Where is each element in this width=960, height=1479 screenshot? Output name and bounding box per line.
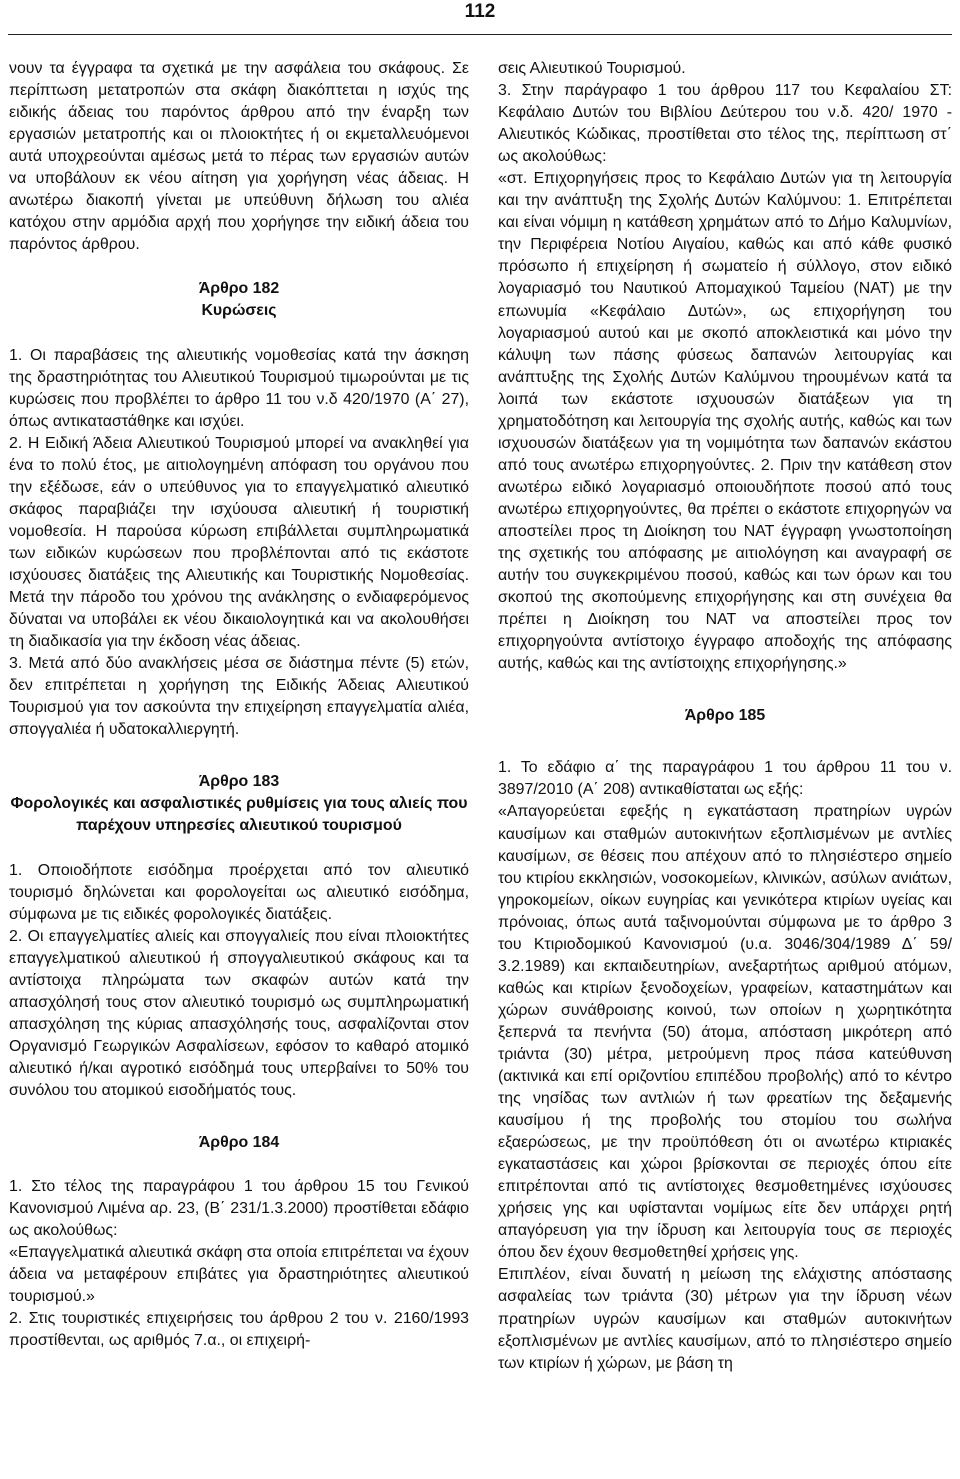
- article-182-title: Άρθρο 182: [198, 280, 280, 298]
- article-185-title: Άρθρο 185: [684, 707, 766, 725]
- article-183-paragraph-1: 1. Οποιοδήποτε εισόδημα προέρχεται από τον αλιευτικό τουρισμό δηλώνεται και φορολογείται ως αλιευτικό εισόδημα, σύμφωνα με τις ειδικές φορολογικές διατάξεις.: [9, 861, 469, 923]
- article-185-paragraph-2: Επιπλέον, είναι δυνατή η μείωση της ελάχιστης απόστασης ασφαλείας των τριάντα (30) μέτρων για την ίδρυση νέων πρατηρίων υγρών καυσίμων και σταθμών αυτοκινήτων εξοπλισμένων με αντλίες καυσίμων, από το πλησιέστερο σημείο των κτιρίων ή χώρων, με βάση τη: [498, 1266, 952, 1372]
- header-divider: [8, 34, 952, 35]
- paragraph-continuation: σεις Αλιευτικού Τουρισμού.: [498, 60, 686, 77]
- article-184-paragraph-3-quote: «στ. Επιχορηγήσεις προς το Κεφάλαιο Δυτών για τη λειτουργία και την ανάπτυξη της Σχολής Δυτών Καλύμνου: 1. Επιτρέπεται και είναι νόμιμη η κατάθεση χρημάτων από το Δήμο Καλυμνίων, την Περιφέρεια Νοτίου Αιγαίου, καθώς και από κάθε φυσικό πρόσωπο ή επιχείρηση ή σωματείο ή σύλλογο, στον ειδικό λογαριασμό του Ναυτικού Απομαχικού Ταμείου (ΝΑΤ) με την επωνυμία «Κεφάλαιο Δυτών», ως επιχορήγηση του λογαριασμού αυτού και με σκοπό αποκλειστικά και μόνο την κάλυψη των πάσης φύσεως δαπανών λειτουργίας και ανάπτυξης της Σχολής Δυτών Καλύμνου τηρουμένων κατά τα λοιπά των εκάστοτε ισχυουσών διατάξεων για τη χρηματοδότηση και λειτουργία της σχολής αυτής, καθώς και των ισχυουσών διατάξεων για τη νομιμότητα των δαπανών εκάστου από τους ανωτέρω επιχορηγούντες. 2. Πριν την κατάθεση στον ανωτέρω ειδικό λογαριασμό οποιουδήποτε ποσού από τους ανωτέρω επιχορηγούντες, θα πρέπει ο εκάστοτε επιχορηγών να αποστείλει προς τη Διοίκηση του ΝΑΤ έγγραφη γνωστοποίηση της σχετικής του απόφασης με αιτιολόγηση και αναγραφή σε αυτήν του συγκεκριμένου ποσού, καθώς και των όρων και του σκοπού της σκοπούμενης επιχορήγησης και στη συνέχεια θα πρέπει η Διοίκηση του ΝΑΤ να αποστείλει προς τον επιχορηγούντα αντίστοιχο έγγραφο αποδοχής της απόφασης αυτής, καθώς και της αντίστοιχης επιχορήγησης.»: [498, 170, 952, 673]
- article-182-subtitle: Κυρώσεις: [201, 302, 277, 320]
- article-182-paragraph-2: 2. Η Ειδική Άδεια Αλιευτικού Τουρισμού μπορεί να ανακληθεί για ένα το πολύ έτος, με αιτιολογημένη απόφαση του οργάνου που την εξέδωσε, εάν ο υπεύθυνος για το επαγγελματικό αλιευτικό σκάφος παραβιάζει την ισχύουσα αλιευτική ή τουριστική νομοθεσία. Η παρούσα κύρωση επιβάλλεται συμπληρωματικά των ειδικών κυρώσεων που προβλέπονται από τις εκάστοτε ισχύουσες διατάξεις της Αλιευτικής και Τουριστικής Νομοθεσίας. Μετά την πάροδο του χρόνου της ανάκλησης ο ενδιαφερόμενος δύναται να υποβάλει εκ νέου δικαιολογητικά και να ακολουθήσει τη διαδικασία για την έκδοση νέας άδειας.: [9, 434, 469, 651]
- page-number: 112: [464, 1, 496, 22]
- article-182-paragraph-1: 1. Οι παραβάσεις της αλιευτικής νομοθεσίας κατά την άσκηση της δραστηριότητας του Αλιευτικού Τουρισμού τιμωρούνται με τις κυρώσεις που προβλέπει το άρθρο 11 του ν.δ 420/1970 (Α΄ 27), όπως αντικαταστάθηκε και ισχύει.: [9, 346, 469, 430]
- article-183-subtitle: Φορολογικές και ασφαλιστικές ρυθμίσεις για τους αλιείς που παρέχουν υπηρεσίες αλιευτικού τουρισμού: [10, 795, 468, 835]
- page-header: [0, 0, 960, 40]
- article-184-title: Άρθρο 184: [198, 1134, 280, 1152]
- article-184-paragraph-2: 2. Στις τουριστικές επιχειρήσεις του άρθρου 2 του ν. 2160/1993 προστίθενται, ως αριθμός 7.α., οι επιχειρή-: [9, 1310, 469, 1350]
- article-184-paragraph-3: 3. Στην παράγραφο 1 του άρθρου 117 του Κεφαλαίου ΣΤ: Κεφάλαιο Δυτών του Βιβλίου Δεύτερου του ν.δ. 420/ 1970 - Αλιευτικός Κώδικας, προστίθεται στο τέλος της, περίπτωση στ΄ ως ακολούθως:: [498, 82, 952, 166]
- article-183-paragraph-2: 2. Οι επαγγελματίες αλιείς και σπογγαλιείς που είναι πλοιοκτήτες επαγγελματικού αλιευτικού ή σπογγαλιευτικού σκάφους και τα αντίστοιχα πληρώματα των σκαφών αυτών κατά την απασχόλησή τους στον αλιευτικό τουρισμό ως συμπληρωματική απασχόληση της κύριας απασχόλησής τους, ασφαλίζονται στον Οργανισμό Γεωργικών Ασφαλίσεων, εφόσον το καθαρό ατομικό αλιευτικό ή/και αγροτικό εισόδημά τους υπερβαίνει το 50% του συνόλου του ατομικού εισοδήματός τους.: [9, 927, 469, 1099]
- paragraph-intro: νουν τα έγγραφα τα σχετικά με την ασφάλεια του σκάφους. Σε περίπτωση μετατροπών στα σκάφη διακόπτεται η ισχύς της ειδικής άδειας του παρόντος άρθρου από την έναρξη των εργασιών μετατροπής και οι πλοιοκτήτες ή οι εκμεταλλευόμενοι αυτά υποχρεούνται αμέσως μετά το πέρας των εργασιών αυτών να υποβάλουν εκ νέου αίτηση για χορήγηση νέας άδειας. Η ανωτέρω διακοπή γίνεται με υπεύθυνη δήλωση του αλιέα κατόχου στην αρμόδια αρχή που χορήγησε την ειδική άδεια του παρόντος άρθρου.: [9, 60, 469, 254]
- left-column: [9, 58, 469, 1352]
- article-184-paragraph-1: 1. Στο τέλος της παραγράφου 1 του άρθρου 15 του Γενικού Κανονισμού Λιμένα αρ. 23, (Β΄ 231/1.3.2000) προστίθεται εδάφιο ως ακολούθως:: [9, 1178, 469, 1240]
- article-185-quote: «Απαγορεύεται εφεξής η εγκατάσταση πρατηρίων υγρών καυσίμων και σταθμών αυτοκινήτων εξοπλισμένων με αντλίες καυσίμων, σε θέσεις που απέχουν από το πλησιέστερο σημείο του κτιρίου εκκλησιών, νοσοκομείων, κλινικών, ασύλων ανιάτων, γηροκομείων, οίκων ευγηρίας και γενικότερα κτιρίων υγείας και πρόνοιας, όπως αυτά ταξινομούνται σύμφωνα με το άρθρο 3 του Κτιριοδομικού Κανονισμού (υ.α. 3046/304/1989 Δ΄ 59/ 3.2.1989) και εκπαιδευτηρίων, ανεξαρτήτως αριθμού ατόμων, καθώς και κτιρίων ξενοδοχείων, γραφείων, καταστημάτων και χώρων συνάθροισης κοινού, των οποίων η χωρητικότητα ξεπερνά τα πενήντα (50) άτομα, απόσταση μικρότερη από τριάντα (30) μέτρα, μετρούμενη προς πάσα κατεύθυνση (ακτινικά και επί οριζοντίου επιπέδου προβολής) από το κέντρο της νησίδας των αντλιών ή των φρεατίων της δεξαμενής καυσίμου ή της προβολής του στομίου του σωλήνα εξαερώσεως, με την προϋπόθεση ότι οι ανωτέρω κτιριακές εγκαταστάσεις και χώροι βρίσκονται σε περιοχές όπου είτε επιτρέπονται από τις αντίστοιχες θεσμοθετημένες ισχύουσες χρήσεις γης και υφίστανται νομίμως είτε δεν υπάρχει ρητή απαγόρευση για την ίδρυση και λειτουργία τους σε περιοχές όπου δεν έχουν θεσμοθετηθεί χρήσεις γης.: [498, 803, 952, 1262]
- article-185-paragraph-1: 1. Το εδάφιο α΄ της παραγράφου 1 του άρθρου 11 του ν. 3897/2010 (Α΄ 208) αντικαθίσταται ως εξής:: [498, 759, 952, 799]
- right-column: [498, 58, 952, 1375]
- article-184-quote: «Επαγγελματικά αλιευτικά σκάφη στα οποία επιτρέπεται να έχουν άδεια να μεταφέρουν επιβάτες για δραστηριότητες αλιευτικού τουρισμού.»: [9, 1244, 469, 1306]
- article-183-title: Άρθρο 183: [198, 773, 280, 791]
- article-182-paragraph-3: 3. Μετά από δύο ανακλήσεις μέσα σε διάστημα πέντε (5) ετών, δεν επιτρέπεται η χορήγηση της Ειδικής Άδειας Αλιευτικού Τουρισμού για τον ασκούντα την επιχείρηση επαγγελματία αλιέα, σπογγαλιέα ή υδατοκαλλιεργητή.: [9, 655, 469, 739]
